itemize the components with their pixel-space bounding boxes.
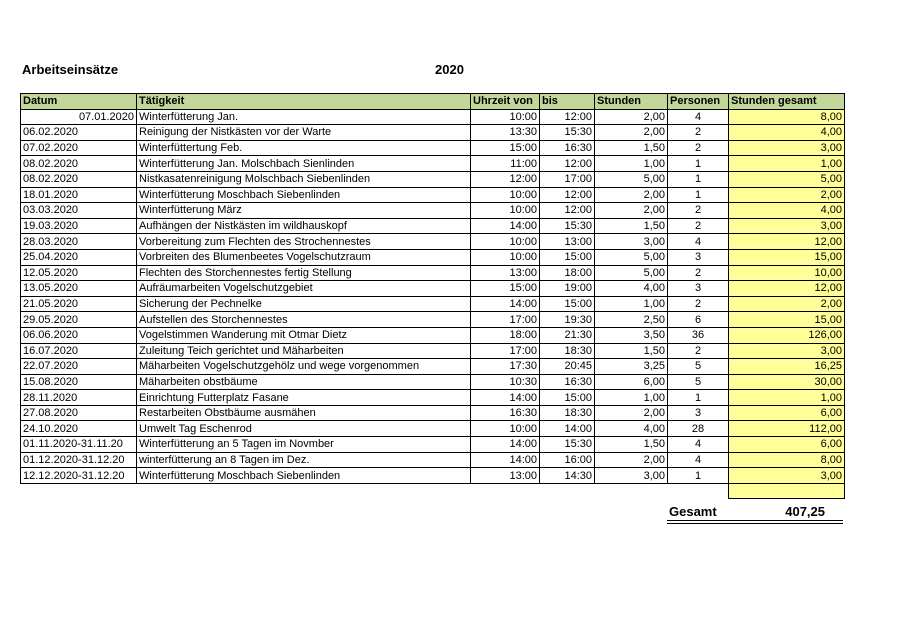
table-row: [21, 468, 845, 484]
cell-datum[interactable]: 13.05.2020: [21, 281, 137, 297]
cell-bis[interactable]: 13:00: [540, 234, 595, 250]
cell-datum[interactable]: 27.08.2020: [21, 405, 137, 421]
cell-stunden-gesamt[interactable]: 8,00: [729, 109, 845, 125]
header-stunden[interactable]: Stunden: [595, 94, 668, 110]
cell-datum[interactable]: 08.02.2020: [21, 156, 137, 172]
cell-bis[interactable]: 15:30: [540, 125, 595, 141]
cell-stunden[interactable]: 5,00: [595, 171, 668, 187]
cell-stunden[interactable]: 2,00: [595, 125, 668, 141]
cell-bis[interactable]: 15:00: [540, 249, 595, 265]
cell-bis[interactable]: 15:00: [540, 390, 595, 406]
cell-datum[interactable]: 06.02.2020: [21, 125, 137, 141]
cell-stunden[interactable]: 1,00: [595, 156, 668, 172]
cell-von[interactable]: 13:00: [471, 265, 540, 281]
cell-taetigkeit[interactable]: winterfütterung an 8 Tagen im Dez.: [137, 452, 471, 468]
cell-von[interactable]: 17:30: [471, 359, 540, 375]
cell-von[interactable]: 14:00: [471, 390, 540, 406]
cell-personen[interactable]: 2: [668, 140, 729, 156]
cell-stunden-gesamt[interactable]: 3,00: [729, 140, 845, 156]
cell-empty: [540, 483, 595, 499]
cell-stunden[interactable]: 1,00: [595, 390, 668, 406]
cell-datum[interactable]: 28.03.2020: [21, 234, 137, 250]
cell-bis[interactable]: 21:30: [540, 327, 595, 343]
cell-personen[interactable]: 3: [668, 405, 729, 421]
cell-datum[interactable]: 29.05.2020: [21, 312, 137, 328]
cell-von[interactable]: 15:00: [471, 281, 540, 297]
cell-personen[interactable]: 5: [668, 359, 729, 375]
cell-bis[interactable]: 16:30: [540, 374, 595, 390]
cell-datum[interactable]: 01.11.2020-31.11.20: [21, 437, 137, 453]
cell-taetigkeit[interactable]: Mäharbeiten obstbäume: [137, 374, 471, 390]
table-row: [21, 343, 845, 359]
cell-stunden-gesamt[interactable]: 3,00: [729, 218, 845, 234]
cell-von[interactable]: 10:00: [471, 203, 540, 219]
cell-stunden[interactable]: 3,50: [595, 327, 668, 343]
cell-datum[interactable]: 24.10.2020: [21, 421, 137, 437]
cell-von[interactable]: 14:00: [471, 452, 540, 468]
cell-bis[interactable]: 19:30: [540, 312, 595, 328]
cell-datum[interactable]: 07.02.2020: [21, 140, 137, 156]
cell-taetigkeit[interactable]: Umwelt Tag Eschenrod: [137, 421, 471, 437]
cell-taetigkeit[interactable]: Aufhängen der Nistkästen im wildhauskopf: [137, 218, 471, 234]
cell-personen[interactable]: 1: [668, 171, 729, 187]
cell-stunden-gesamt[interactable]: 126,00: [729, 327, 845, 343]
cell-empty: [137, 483, 471, 499]
cell-datum[interactable]: 15.08.2020: [21, 374, 137, 390]
cell-bis[interactable]: 12:00: [540, 187, 595, 203]
cell-stunden-gesamt[interactable]: 15,00: [729, 249, 845, 265]
cell-von[interactable]: 17:00: [471, 343, 540, 359]
cell-bis[interactable]: 15:30: [540, 218, 595, 234]
cell-bis[interactable]: 16:30: [540, 140, 595, 156]
cell-personen[interactable]: 2: [668, 265, 729, 281]
cell-empty: [595, 483, 668, 499]
cell-datum[interactable]: 28.11.2020: [21, 390, 137, 406]
cell-datum[interactable]: 16.07.2020: [21, 343, 137, 359]
sheet-year: 2020: [435, 62, 464, 77]
work-table: [20, 93, 845, 499]
cell-stunden-gesamt[interactable]: 2,00: [729, 187, 845, 203]
header-personen[interactable]: Personen: [668, 94, 729, 110]
table-row: [21, 296, 845, 312]
sheet-title: Arbeitseinsätze: [22, 62, 119, 77]
cell-personen[interactable]: 36: [668, 327, 729, 343]
cell-stunden[interactable]: 3,00: [595, 234, 668, 250]
cell-personen[interactable]: 1: [668, 156, 729, 172]
total-underline: [667, 520, 843, 521]
cell-von[interactable]: 10:00: [471, 421, 540, 437]
table-row: [21, 327, 845, 343]
table-row: [21, 171, 845, 187]
cell-stunden[interactable]: 2,00: [595, 109, 668, 125]
cell-stunden[interactable]: 1,50: [595, 218, 668, 234]
cell-personen[interactable]: 1: [668, 187, 729, 203]
total-value[interactable]: 407,25: [785, 504, 825, 519]
header-stunden-gesamt[interactable]: Stunden gesamt: [729, 94, 845, 110]
cell-datum[interactable]: 06.06.2020: [21, 327, 137, 343]
cell-datum[interactable]: 12.05.2020: [21, 265, 137, 281]
cell-taetigkeit[interactable]: Nistkasatenreinigung Molschbach Siebenlinden: [137, 171, 471, 187]
cell-von[interactable]: 16:30: [471, 405, 540, 421]
table-row: [21, 125, 845, 141]
cell-bis[interactable]: 14:30: [540, 468, 595, 484]
cell-taetigkeit[interactable]: Winterfütterung Jan. Molschbach Sienlinden: [137, 156, 471, 172]
cell-von[interactable]: 12:00: [471, 171, 540, 187]
cell-personen[interactable]: 1: [668, 468, 729, 484]
cell-datum[interactable]: 19.03.2020: [21, 218, 137, 234]
cell-stunden-gesamt[interactable]: 12,00: [729, 281, 845, 297]
table-row: [21, 437, 845, 453]
cell-von[interactable]: 10:30: [471, 374, 540, 390]
cell-bis[interactable]: 17:00: [540, 171, 595, 187]
table-row: [21, 234, 845, 250]
cell-stunden-gesamt[interactable]: 6,00: [729, 437, 845, 453]
cell-datum[interactable]: 12.12.2020-31.12.20: [21, 468, 137, 484]
cell-von[interactable]: 10:00: [471, 234, 540, 250]
cell-personen[interactable]: 3: [668, 249, 729, 265]
cell-personen[interactable]: 2: [668, 296, 729, 312]
cell-personen[interactable]: 4: [668, 437, 729, 453]
cell-taetigkeit[interactable]: Aufstellen des Storchennestes: [137, 312, 471, 328]
cell-taetigkeit[interactable]: Winterfüttertung Feb.: [137, 140, 471, 156]
cell-taetigkeit[interactable]: Sicherung der Pechnelke: [137, 296, 471, 312]
cell-stunden[interactable]: 1,00: [595, 296, 668, 312]
header-bis[interactable]: bis: [540, 94, 595, 110]
empty-row: [21, 483, 845, 499]
cell-bis[interactable]: 12:00: [540, 156, 595, 172]
cell-von[interactable]: 11:00: [471, 156, 540, 172]
cell-personen[interactable]: 6: [668, 312, 729, 328]
table-header-row: [21, 94, 845, 110]
cell-taetigkeit[interactable]: Winterfütterung Moschbach Siebenlinden: [137, 187, 471, 203]
table-row: [21, 140, 845, 156]
cell-von[interactable]: 18:00: [471, 327, 540, 343]
cell-stunden-gesamt[interactable]: 2,00: [729, 296, 845, 312]
cell-bis[interactable]: 19:00: [540, 281, 595, 297]
table-row: [21, 156, 845, 172]
cell-stunden[interactable]: 2,50: [595, 312, 668, 328]
cell-personen[interactable]: 2: [668, 125, 729, 141]
cell-stunden[interactable]: 4,00: [595, 281, 668, 297]
cell-datum[interactable]: 03.03.2020: [21, 203, 137, 219]
cell-datum[interactable]: 18.01.2020: [21, 187, 137, 203]
total-box: [667, 502, 843, 520]
cell-datum[interactable]: 01.12.2020-31.12.20: [21, 452, 137, 468]
cell-von[interactable]: 10:00: [471, 187, 540, 203]
cell-von[interactable]: 10:00: [471, 249, 540, 265]
cell-stunden[interactable]: 3,25: [595, 359, 668, 375]
table-row: [21, 312, 845, 328]
cell-von[interactable]: 15:00: [471, 140, 540, 156]
table-row: [21, 265, 845, 281]
cell-bis[interactable]: 12:00: [540, 109, 595, 125]
cell-stunden-gesamt[interactable]: 5,00: [729, 171, 845, 187]
cell-personen[interactable]: 2: [668, 218, 729, 234]
cell-stunden-gesamt[interactable]: 1,00: [729, 156, 845, 172]
table-row: [21, 374, 845, 390]
cell-stunden-gesamt[interactable]: 6,00: [729, 405, 845, 421]
table-row: [21, 405, 845, 421]
cell-stunden-gesamt[interactable]: 112,00: [729, 421, 845, 437]
cell-bis[interactable]: 15:00: [540, 296, 595, 312]
table-row: [21, 218, 845, 234]
cell-stunden-gesamt[interactable]: 3,00: [729, 468, 845, 484]
cell-von[interactable]: 17:00: [471, 312, 540, 328]
cell-taetigkeit[interactable]: Restarbeiten Obstbäume ausmähen: [137, 405, 471, 421]
cell-personen[interactable]: 1: [668, 390, 729, 406]
cell-stunden-gesamt[interactable]: 8,00: [729, 452, 845, 468]
cell-personen[interactable]: 4: [668, 234, 729, 250]
cell-stunden[interactable]: 2,00: [595, 187, 668, 203]
cell-stunden[interactable]: 1,50: [595, 437, 668, 453]
cell-von[interactable]: 13:30: [471, 125, 540, 141]
cell-stunden[interactable]: 1,50: [595, 140, 668, 156]
cell-taetigkeit[interactable]: Winterfütterung Jan.: [137, 109, 471, 125]
cell-datum[interactable]: 07.01.2020: [21, 109, 137, 125]
table-row: [21, 281, 845, 297]
cell-datum[interactable]: 21.05.2020: [21, 296, 137, 312]
table-row: [21, 390, 845, 406]
cell-taetigkeit[interactable]: Vorbereitung zum Flechten des Strochennestes: [137, 234, 471, 250]
cell-personen[interactable]: 5: [668, 374, 729, 390]
cell-stunden-gesamt-empty[interactable]: [729, 483, 845, 499]
cell-taetigkeit[interactable]: Winterfütterung Moschbach Siebenlinden: [137, 468, 471, 484]
cell-stunden-gesamt[interactable]: 4,00: [729, 125, 845, 141]
cell-stunden[interactable]: 1,50: [595, 343, 668, 359]
cell-taetigkeit[interactable]: Einrichtung Futterplatz Fasane: [137, 390, 471, 406]
cell-empty: [471, 483, 540, 499]
cell-datum[interactable]: 25.04.2020: [21, 249, 137, 265]
cell-taetigkeit[interactable]: Zuleitung Teich gerichtet und Mäharbeiten: [137, 343, 471, 359]
table-row: [21, 109, 845, 125]
table-row: [21, 249, 845, 265]
cell-bis[interactable]: 15:30: [540, 437, 595, 453]
cell-stunden-gesamt[interactable]: 16,25: [729, 359, 845, 375]
cell-stunden-gesamt[interactable]: 3,00: [729, 343, 845, 359]
cell-bis[interactable]: 16:00: [540, 452, 595, 468]
cell-stunden[interactable]: 5,00: [595, 265, 668, 281]
cell-stunden-gesamt[interactable]: 10,00: [729, 265, 845, 281]
table-row: [21, 203, 845, 219]
cell-stunden-gesamt[interactable]: 12,00: [729, 234, 845, 250]
cell-von[interactable]: 14:00: [471, 437, 540, 453]
table-row: [21, 359, 845, 375]
cell-personen[interactable]: 2: [668, 203, 729, 219]
cell-stunden[interactable]: 3,00: [595, 468, 668, 484]
cell-taetigkeit[interactable]: Reinigung der Nistkästen vor der Warte: [137, 125, 471, 141]
cell-bis[interactable]: 12:00: [540, 203, 595, 219]
cell-taetigkeit[interactable]: Flechten des Storchennestes fertig Stellung: [137, 265, 471, 281]
cell-personen[interactable]: 28: [668, 421, 729, 437]
cell-von[interactable]: 14:00: [471, 296, 540, 312]
cell-taetigkeit[interactable]: Winterfütterung März: [137, 203, 471, 219]
cell-empty: [21, 483, 137, 499]
total-label: Gesamt: [669, 504, 717, 519]
table-row: [21, 452, 845, 468]
cell-bis[interactable]: 18:30: [540, 343, 595, 359]
cell-stunden-gesamt[interactable]: 1,00: [729, 390, 845, 406]
cell-von[interactable]: 13:00: [471, 468, 540, 484]
cell-taetigkeit[interactable]: Vorbreiten des Blumenbeetes Vogelschutzraum: [137, 249, 471, 265]
cell-personen[interactable]: 4: [668, 109, 729, 125]
cell-stunden[interactable]: 2,00: [595, 452, 668, 468]
cell-datum[interactable]: 08.02.2020: [21, 171, 137, 187]
cell-personen[interactable]: 4: [668, 452, 729, 468]
cell-bis[interactable]: 18:00: [540, 265, 595, 281]
table-row: [21, 421, 845, 437]
header-uhrzeit-von[interactable]: Uhrzeit von: [471, 94, 540, 110]
cell-stunden-gesamt[interactable]: 4,00: [729, 203, 845, 219]
table-body: [21, 109, 845, 499]
cell-taetigkeit[interactable]: Aufräumarbeiten Vogelschutzgebiet: [137, 281, 471, 297]
header-datum[interactable]: Datum: [21, 94, 137, 110]
cell-stunden[interactable]: 2,00: [595, 203, 668, 219]
cell-stunden-gesamt[interactable]: 30,00: [729, 374, 845, 390]
cell-taetigkeit[interactable]: Vogelstimmen Wanderung mit Otmar Dietz: [137, 327, 471, 343]
cell-stunden[interactable]: 4,00: [595, 421, 668, 437]
header-taetigkeit[interactable]: Tätigkeit: [137, 94, 471, 110]
cell-stunden-gesamt[interactable]: 15,00: [729, 312, 845, 328]
cell-stunden[interactable]: 2,00: [595, 405, 668, 421]
cell-von[interactable]: 14:00: [471, 218, 540, 234]
cell-taetigkeit[interactable]: Winterfütterung an 5 Tagen im Novmber: [137, 437, 471, 453]
cell-stunden[interactable]: 5,00: [595, 249, 668, 265]
cell-stunden[interactable]: 6,00: [595, 374, 668, 390]
cell-personen[interactable]: 3: [668, 281, 729, 297]
cell-empty: [668, 483, 729, 499]
cell-personen[interactable]: 2: [668, 343, 729, 359]
table-row: [21, 187, 845, 203]
cell-bis[interactable]: 20:45: [540, 359, 595, 375]
cell-bis[interactable]: 14:00: [540, 421, 595, 437]
cell-taetigkeit[interactable]: Mäharbeiten Vogelschutzgehölz und wege vorgenommen: [137, 359, 471, 375]
cell-von[interactable]: 10:00: [471, 109, 540, 125]
cell-bis[interactable]: 18:30: [540, 405, 595, 421]
total-underline-double: [667, 523, 843, 524]
cell-datum[interactable]: 22.07.2020: [21, 359, 137, 375]
